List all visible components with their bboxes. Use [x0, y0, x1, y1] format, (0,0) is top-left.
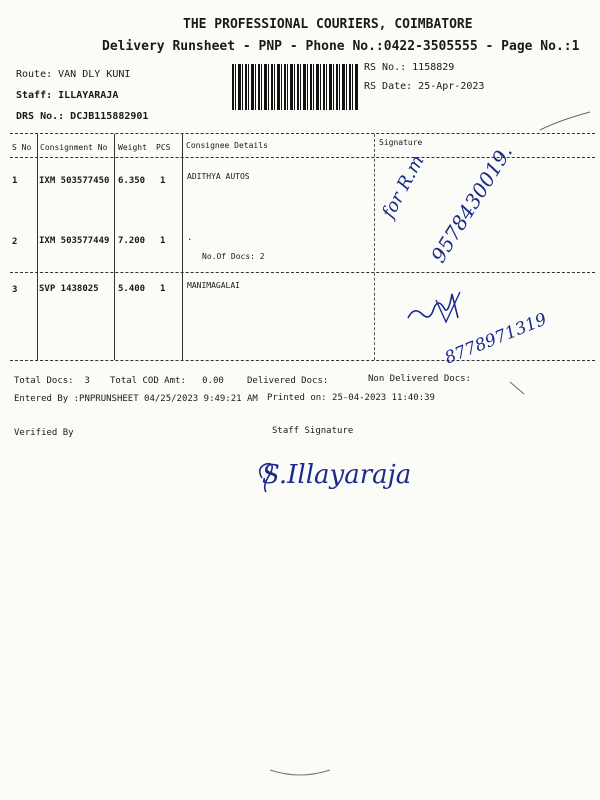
header-weight: Weight: [118, 143, 147, 152]
header-signature: Signature: [379, 138, 423, 147]
row3-consignment: SVP 1438025: [39, 284, 99, 294]
staff-signature: S.Illayaraja: [262, 460, 412, 490]
stray-mark: [270, 770, 330, 775]
handwritten-signature-1: for R.m: [378, 151, 429, 222]
runsheet-title: Delivery Runsheet - PNP - Phone No.:0422-3505555 - Page No.:1: [102, 39, 580, 54]
printed-on: Printed on: 25-04-2023 11:40:39: [267, 393, 435, 403]
delivered-docs: Delivered Docs:: [247, 376, 329, 386]
header-consignment: Consignment No: [40, 143, 108, 152]
handwritten-phone-1: 9578430019.: [426, 140, 518, 267]
route-label: Route: VAN DLY KUNI: [16, 69, 131, 80]
header-pcs: PCS: [156, 143, 171, 152]
stray-mark: [510, 382, 524, 394]
row2-consignee: .: [187, 233, 193, 243]
row1-pcs: 1: [160, 176, 166, 186]
staff-label: Staff: ILLAYARAJA: [16, 90, 119, 101]
staff-signature-label: Staff Signature: [272, 426, 354, 436]
row3-weight: 5.400: [118, 284, 146, 294]
rs-number: RS No.: 1158829: [364, 62, 455, 73]
handwritten-phone-2: 8778971319: [442, 309, 550, 369]
row2-sno: 2: [12, 237, 18, 247]
non-delivered-docs: Non Delivered Docs:: [368, 374, 471, 384]
row3-sno: 3: [12, 285, 18, 295]
verified-by-label: Verified By: [14, 428, 74, 438]
row3-consignee: MANIMAGALAI: [187, 281, 240, 290]
row2-pcs: 1: [160, 236, 166, 246]
row3-pcs: 1: [160, 284, 166, 294]
row1-weight: 6.350: [118, 176, 146, 186]
total-cod: Total COD Amt: 0.00: [110, 376, 224, 386]
drs-number: DRS No.: DCJB115882901: [16, 111, 149, 122]
stray-mark: [540, 112, 590, 130]
row2-weight: 7.200: [118, 236, 146, 246]
row2-docs: No.Of Docs: 2: [202, 252, 265, 261]
header-consignee: Consignee Details: [186, 141, 268, 150]
total-docs: Total Docs: 3: [14, 376, 90, 386]
row1-consignee: ADITHYA AUTOS: [187, 172, 250, 181]
row1-consignment: IXM 503577450: [39, 176, 110, 186]
row2-consignment: IXM 503577449: [39, 236, 110, 246]
entered-by: Entered By :PNPRUNSHEET 04/25/2023 9:49:21 AM: [14, 394, 258, 404]
handwritten-scribble: [408, 294, 458, 318]
rs-date: RS Date: 25-Apr-2023: [364, 81, 485, 92]
company-title: THE PROFESSIONAL COURIERS, COIMBATORE: [183, 17, 473, 32]
row1-sno: 1: [12, 176, 18, 186]
header-sno: S No: [12, 143, 32, 152]
